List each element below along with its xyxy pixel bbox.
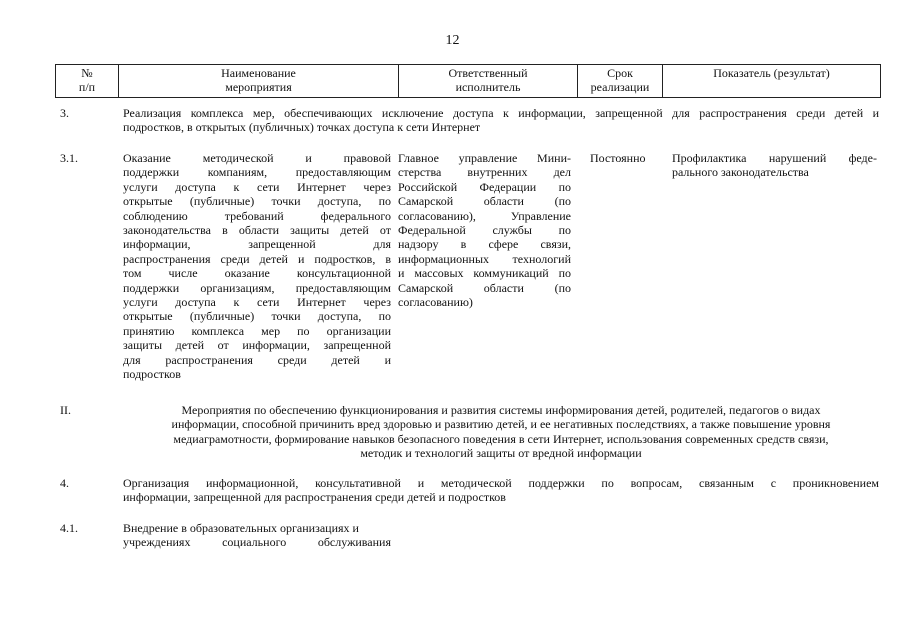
row-3-1-result bbox=[672, 151, 877, 180]
event-line: том числе оказание консультационной bbox=[123, 266, 391, 281]
row-3-1-term: Постоянно bbox=[590, 151, 646, 165]
executor-line: стерства внутренних дел bbox=[398, 165, 571, 180]
section-2-number: II. bbox=[60, 403, 71, 417]
row-4-number: 4. bbox=[60, 476, 69, 490]
row-4-1-line: Внедрение в образовательных организациях и bbox=[123, 521, 359, 535]
result-line: рального законодательства bbox=[672, 165, 809, 180]
event-line: поддержки организациям, предоставляющим bbox=[123, 280, 391, 295]
header-term: Срок реализации bbox=[578, 65, 663, 98]
section-line: информации, способной причинить вред здоровью и развитию детей, и ее негативных последствиях, а также повышение уровня bbox=[171, 417, 831, 432]
row-3-1-number: 3.1. bbox=[60, 151, 78, 165]
event-line: законодательства в области защиты детей от bbox=[123, 223, 391, 238]
executor-line: согласованию) bbox=[398, 295, 473, 310]
event-line: защиты детей от информации, запрещенной bbox=[123, 338, 391, 353]
header-executor: Ответственный исполнитель bbox=[399, 65, 578, 98]
event-line: для распространения среди детей и bbox=[123, 352, 391, 367]
row-3-line: подростков, в открытых (публичных) точках доступа к сети Интернет bbox=[123, 120, 481, 135]
row-3-text bbox=[123, 106, 879, 135]
header-event-name: Наименование мероприятия bbox=[119, 65, 399, 98]
section-line: Мероприятия по обеспечению функционирования и развития системы информирования детей, родителей, педагогов о видах bbox=[181, 403, 821, 417]
executor-line: Российской Федерации по bbox=[398, 179, 571, 194]
row-4-line: информации, запрещенной для распространения среди детей и подростков bbox=[123, 490, 506, 505]
event-line: услуги доступа к сети Интернет через bbox=[123, 295, 391, 310]
executor-line: Самарской области (по bbox=[398, 280, 571, 295]
result-line: Профилактика нарушений феде- bbox=[672, 151, 877, 165]
row-3-1-event-name bbox=[123, 151, 391, 382]
row-3-1-executor bbox=[398, 151, 571, 309]
event-line: соблюдению требований федерального bbox=[123, 208, 391, 223]
event-line: Оказание методической и правовой bbox=[123, 151, 391, 165]
executor-line: и массовых коммуникаций по bbox=[398, 266, 571, 281]
section-line: методик и технологий защиты от вредной информации bbox=[360, 446, 642, 461]
executor-line: Самарской области (по bbox=[398, 194, 571, 209]
page-number: 12 bbox=[445, 33, 460, 48]
event-line: поддержки компаниям, предоставляющим bbox=[123, 165, 391, 180]
section-2-title bbox=[123, 403, 879, 461]
event-line: информации, запрещенной для bbox=[123, 237, 391, 252]
event-line: подростков bbox=[123, 367, 181, 382]
row-4-line: Организация информационной, консультативной и методической поддержки по вопросам, связанным с проникновением bbox=[123, 476, 879, 490]
row-3-number: 3. bbox=[60, 106, 69, 120]
section-line: медиаграмотности, формирование навыков безопасного поведения в сети Интернет, использования современных средств связи, bbox=[173, 431, 829, 446]
event-line: услуги доступа к сети Интернет через bbox=[123, 179, 391, 194]
executor-line: информационных технологий bbox=[398, 251, 571, 266]
event-line: открытые (публичные) точки доступа, по bbox=[123, 194, 391, 209]
executor-line: согласованию), Управление bbox=[398, 208, 571, 223]
event-line: распространения среди детей и подростков, в bbox=[123, 251, 391, 266]
event-line: принятию комплекса мер по организации bbox=[123, 323, 391, 338]
executor-line: Федеральной службы по bbox=[398, 223, 571, 238]
row-4-1-number: 4.1. bbox=[60, 521, 78, 535]
table-header bbox=[55, 64, 881, 98]
executor-line: надзору в сфере связи, bbox=[398, 237, 571, 252]
row-4-1-text bbox=[123, 521, 391, 550]
executor-line: Главное управление Мини- bbox=[398, 151, 571, 165]
header-number: № п/п bbox=[56, 65, 119, 98]
event-line: открытые (публичные) точки доступа, по bbox=[123, 309, 391, 324]
header-result: Показатель (результат) bbox=[663, 65, 881, 98]
row-4-1-line: учреждениях социального обслуживания bbox=[123, 535, 391, 550]
row-4-text bbox=[123, 476, 879, 505]
row-3-line: Реализация комплекса мер, обеспечивающих исключение доступа к информации, запрещенной для распространения среди детей и bbox=[123, 106, 879, 120]
